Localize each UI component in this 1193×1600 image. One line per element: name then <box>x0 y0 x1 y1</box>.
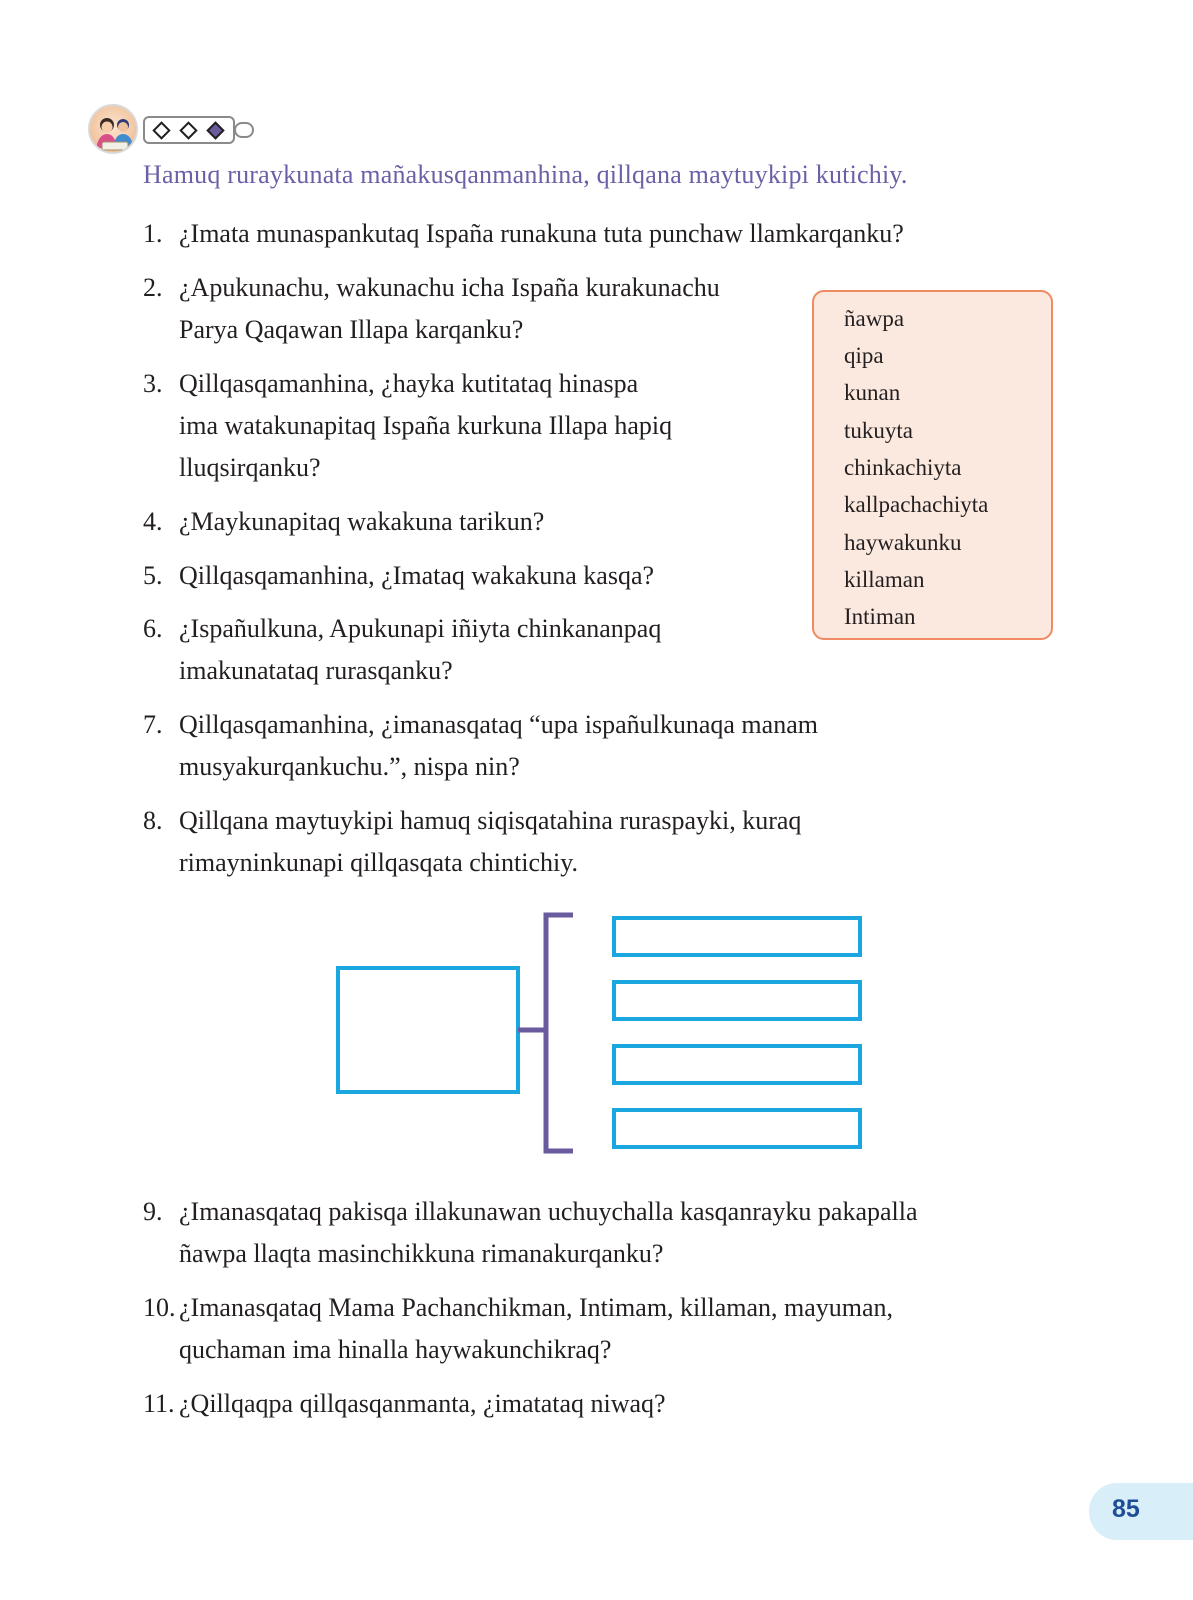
question-line: ¿Imata munaspankutaq Ispaña runakuna tuta punchaw llamkarqanku? <box>179 219 904 248</box>
children-reading-icon <box>88 104 138 154</box>
detail-box[interactable] <box>614 982 860 1019</box>
detail-box[interactable] <box>614 1110 860 1147</box>
question-number: 9. <box>143 1197 163 1226</box>
word-bank-item: qipa <box>844 343 884 368</box>
page-number: 85 <box>1112 1495 1140 1523</box>
level-tail-icon <box>234 122 254 138</box>
question-line: ñawpa llaqta masinchikkuna rimanakurqanku? <box>179 1239 664 1268</box>
question-line: quchaman ima hinalla haywakunchikraq? <box>179 1335 612 1364</box>
word-bank-item: tukuyta <box>844 418 913 443</box>
question-line: musyakurqankuchu.”, nispa nin? <box>179 752 520 781</box>
question-number: 5. <box>143 561 163 590</box>
instruction: Hamuq ruraykunata mañakusqanmanhina, qillqana maytuykipi kutichiy. <box>143 160 908 189</box>
question-line: Qillqasqamanhina, ¿imanasqataq “upa ispañulkunaqa manam <box>179 710 818 739</box>
word-bank-item: haywakunku <box>844 530 962 555</box>
detail-box[interactable] <box>614 918 860 955</box>
question-number: 2. <box>143 273 163 302</box>
question-line: ¿Imanasqataq pakisqa illakunawan uchuychalla kasqanrayku pakapalla <box>179 1197 918 1226</box>
question-line: Parya Qaqawan Illapa karqanku? <box>179 315 524 344</box>
word-bank-item: killaman <box>844 567 925 592</box>
question-number: 6. <box>143 614 163 643</box>
filled-diamond-icon <box>206 121 224 139</box>
word-bank-item: kunan <box>844 380 901 405</box>
question-line: imakunatataq rurasqanku? <box>179 656 453 685</box>
question-number: 11. <box>143 1389 175 1418</box>
question-number: 3. <box>143 369 163 398</box>
level-badge <box>88 104 263 156</box>
question-line: lluqsirqanku? <box>179 453 321 482</box>
main-idea-box[interactable] <box>338 968 518 1092</box>
question-number: 8. <box>143 806 163 835</box>
word-bank <box>812 290 1053 640</box>
question-number: 7. <box>143 710 163 739</box>
level-indicator <box>143 116 235 144</box>
bracket <box>546 915 573 1151</box>
question-line: ¿Apukunachu, wakunachu icha Ispaña kurakunachu <box>179 273 720 302</box>
question-number: 1. <box>143 219 163 248</box>
empty-diamond-icon <box>152 121 170 139</box>
question-line: ¿Maykunapitaq wakakuna tarikun? <box>179 507 545 536</box>
question-line: ¿Qillqaqpa qillqasqanmanta, ¿imatataq niwaq? <box>179 1389 666 1418</box>
question-line: Qillqasqamanhina, ¿Imataq wakakuna kasqa? <box>179 561 655 590</box>
mind-map-diagram <box>330 905 870 1170</box>
word-bank-item: kallpachachiyta <box>844 492 989 517</box>
question-number: 10. <box>143 1293 176 1322</box>
page-number-tab <box>1089 1483 1193 1540</box>
question-line: Qillqana maytuykipi hamuq siqisqatahina ruraspayki, kuraq <box>179 806 802 835</box>
question-line: ¿Ispañulkuna, Apukunapi iñiyta chinkananpaq <box>179 614 662 643</box>
word-bank-item: chinkachiyta <box>844 455 962 480</box>
word-bank-item: Intiman <box>844 604 916 629</box>
word-bank-item: ñawpa <box>844 306 905 331</box>
detail-box[interactable] <box>614 1046 860 1083</box>
question-line: Qillqasqamanhina, ¿hayka kutitataq hinaspa <box>179 369 639 398</box>
question-line: ima watakunapitaq Ispaña kurkuna Illapa hapiq <box>179 411 673 440</box>
question-line: rimayninkunapi qillqasqata chintichiy. <box>179 848 579 877</box>
question-line: ¿Imanasqataq Mama Pachanchikman, Intimam, killaman, mayuman, <box>179 1293 894 1322</box>
question-number: 4. <box>143 507 163 536</box>
empty-diamond-icon <box>179 121 197 139</box>
